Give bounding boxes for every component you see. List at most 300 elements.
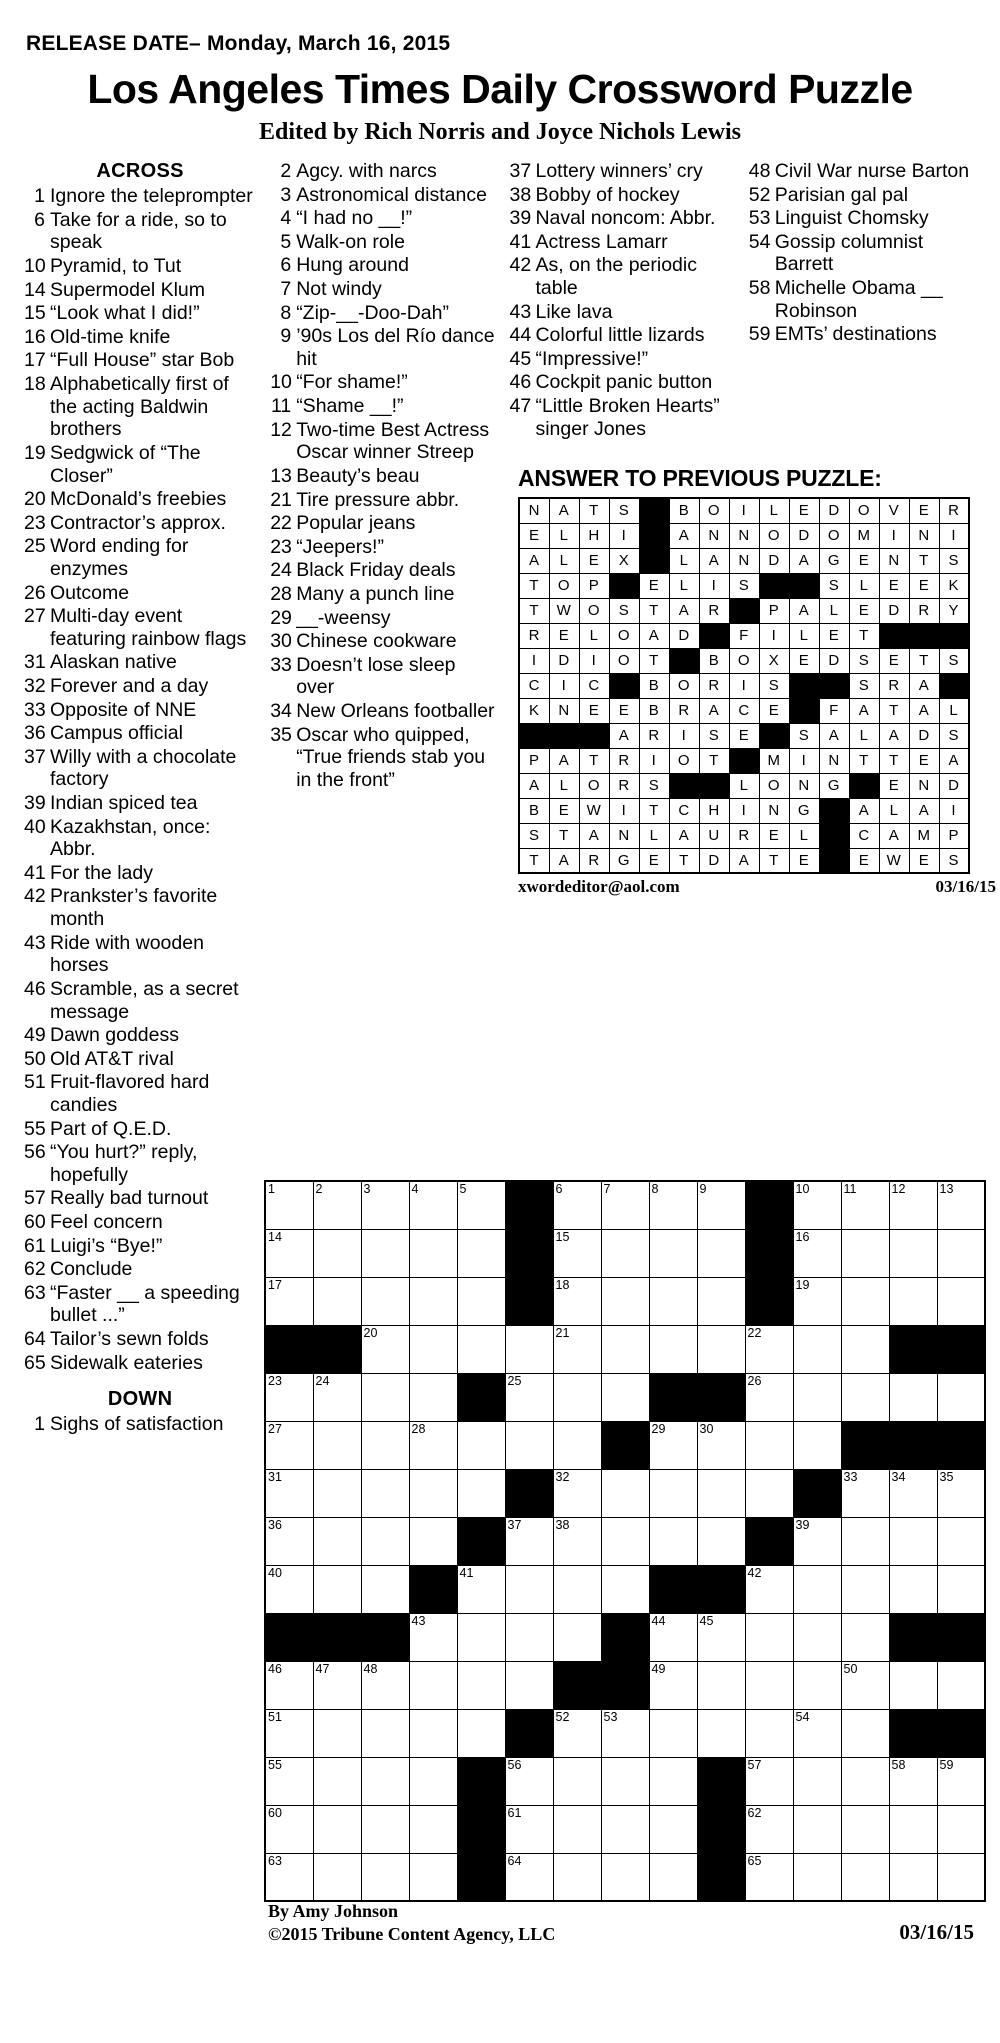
puzzle-cell[interactable]	[409, 1517, 457, 1565]
clue-down-12	[270, 419, 495, 464]
answer-letter-cell: E	[789, 848, 819, 873]
clue-number: 37	[509, 160, 532, 182]
answer-row	[519, 498, 969, 523]
puzzle-cell[interactable]	[553, 1613, 601, 1661]
puzzle-cell[interactable]	[793, 1709, 841, 1757]
clue-number: 8	[280, 301, 292, 324]
puzzle-row	[265, 1229, 985, 1277]
puzzle-cell[interactable]	[553, 1805, 601, 1853]
puzzle-cell[interactable]	[505, 1421, 553, 1469]
clue-number: 33	[270, 653, 292, 676]
puzzle-cell[interactable]	[265, 1853, 313, 1901]
puzzle-cell[interactable]	[265, 1277, 313, 1325]
puzzle-cell[interactable]	[745, 1853, 793, 1901]
puzzle-cell[interactable]	[553, 1229, 601, 1277]
answer-block-cell	[909, 623, 939, 648]
puzzle-cell[interactable]	[889, 1565, 937, 1613]
puzzle-cell[interactable]	[889, 1277, 937, 1325]
puzzle-cell[interactable]	[361, 1325, 409, 1373]
puzzle-cell[interactable]	[793, 1325, 841, 1373]
puzzle-cell[interactable]	[649, 1661, 697, 1709]
answer-letter-cell: O	[669, 748, 699, 773]
puzzle-cell[interactable]	[313, 1661, 361, 1709]
puzzle-cell[interactable]	[313, 1373, 361, 1421]
answer-letter-cell: E	[849, 598, 879, 623]
puzzle-cell[interactable]	[841, 1757, 889, 1805]
puzzle-cell[interactable]	[457, 1325, 505, 1373]
puzzle-cell[interactable]	[361, 1757, 409, 1805]
puzzle-cell[interactable]	[601, 1517, 649, 1565]
clue-number: 1	[34, 185, 45, 208]
puzzle-cell[interactable]	[409, 1709, 457, 1757]
answer-letter-cell: T	[879, 748, 909, 773]
answer-row	[519, 598, 969, 623]
answer-letter-cell: S	[939, 548, 969, 573]
answer-letter-cell: B	[519, 798, 549, 823]
clue-down-59	[749, 323, 976, 346]
answer-block-cell	[579, 723, 609, 748]
puzzle-cell[interactable]	[313, 1565, 361, 1613]
puzzle-cell[interactable]	[409, 1325, 457, 1373]
answer-letter-cell: W	[549, 598, 579, 623]
answer-letter-cell: N	[699, 523, 729, 548]
clue-number: 15	[24, 302, 46, 325]
puzzle-cell[interactable]	[793, 1517, 841, 1565]
puzzle-cell[interactable]	[553, 1709, 601, 1757]
puzzle-row	[265, 1709, 985, 1757]
answer-letter-cell: I	[609, 798, 639, 823]
clue-text: Cockpit panic button	[535, 371, 713, 394]
puzzle-cell[interactable]	[409, 1277, 457, 1325]
puzzle-cell[interactable]	[793, 1757, 841, 1805]
puzzle-cell[interactable]	[361, 1805, 409, 1853]
puzzle-cell[interactable]	[553, 1757, 601, 1805]
puzzle-cell[interactable]	[649, 1229, 697, 1277]
puzzle-cell[interactable]	[505, 1613, 553, 1661]
answer-letter-cell: G	[819, 548, 849, 573]
puzzle-cell[interactable]	[889, 1757, 937, 1805]
clue-text: Pyramid, to Tut	[50, 255, 182, 278]
answer-letter-cell: E	[549, 798, 579, 823]
puzzle-cell[interactable]	[313, 1421, 361, 1469]
puzzle-cell[interactable]	[409, 1373, 457, 1421]
puzzle-cell[interactable]	[841, 1565, 889, 1613]
puzzle-cell[interactable]	[313, 1805, 361, 1853]
puzzle-cell[interactable]	[697, 1613, 745, 1661]
answer-letter-cell: A	[669, 823, 699, 848]
answer-letter-cell: W	[579, 798, 609, 823]
puzzle-cell[interactable]	[505, 1325, 553, 1373]
puzzle-cell[interactable]	[889, 1517, 937, 1565]
puzzle-cell[interactable]	[505, 1517, 553, 1565]
puzzle-cell[interactable]	[793, 1853, 841, 1901]
puzzle-cell[interactable]	[889, 1661, 937, 1709]
puzzle-cell[interactable]	[937, 1661, 985, 1709]
puzzle-cell[interactable]	[697, 1517, 745, 1565]
puzzle-cell[interactable]	[697, 1661, 745, 1709]
answer-row	[519, 548, 969, 573]
puzzle-cell[interactable]	[745, 1325, 793, 1373]
puzzle-cell[interactable]	[361, 1469, 409, 1517]
puzzle-block-cell	[745, 1181, 793, 1229]
answer-letter-cell: S	[729, 573, 759, 598]
clue-across-65	[24, 1352, 256, 1375]
puzzle-cell[interactable]	[745, 1709, 793, 1757]
clue-number: 48	[748, 160, 771, 182]
puzzle-cell[interactable]	[361, 1181, 409, 1229]
puzzle-cell[interactable]	[265, 1805, 313, 1853]
puzzle-cell[interactable]	[265, 1661, 313, 1709]
puzzle-cell[interactable]	[409, 1661, 457, 1709]
puzzle-cell[interactable]	[361, 1421, 409, 1469]
puzzle-cell[interactable]	[601, 1565, 649, 1613]
puzzle-cell-number: 58	[891, 1757, 906, 1772]
puzzle-cell[interactable]	[409, 1421, 457, 1469]
puzzle-cell[interactable]	[745, 1373, 793, 1421]
answer-block-cell	[729, 598, 759, 623]
clue-number: 41	[24, 861, 46, 884]
puzzle-cell[interactable]	[457, 1469, 505, 1517]
puzzle-cell[interactable]	[793, 1373, 841, 1421]
puzzle-cell[interactable]	[649, 1853, 697, 1901]
puzzle-cell[interactable]	[313, 1277, 361, 1325]
puzzle-grid[interactable]	[264, 1180, 986, 1902]
answer-letter-cell: I	[729, 673, 759, 698]
puzzle-cell[interactable]	[649, 1421, 697, 1469]
answer-letter-cell: S	[819, 573, 849, 598]
clue-down-11	[270, 395, 495, 418]
clue-down-2	[270, 160, 495, 183]
puzzle-cell[interactable]	[553, 1565, 601, 1613]
puzzle-cell-number: 56	[507, 1757, 522, 1772]
puzzle-block-cell	[889, 1709, 937, 1757]
puzzle-cell[interactable]	[889, 1373, 937, 1421]
answer-letter-cell: B	[699, 648, 729, 673]
puzzle-cell[interactable]	[361, 1517, 409, 1565]
puzzle-cell[interactable]	[601, 1373, 649, 1421]
clue-number: 29	[270, 606, 292, 629]
puzzle-cell[interactable]	[793, 1565, 841, 1613]
puzzle-cell[interactable]	[745, 1613, 793, 1661]
puzzle-block-cell	[937, 1325, 985, 1373]
puzzle-cell[interactable]	[793, 1181, 841, 1229]
puzzle-cell[interactable]	[601, 1325, 649, 1373]
puzzle-cell[interactable]	[409, 1853, 457, 1901]
puzzle-cell[interactable]	[361, 1277, 409, 1325]
puzzle-cell[interactable]	[313, 1517, 361, 1565]
puzzle-cell[interactable]	[313, 1229, 361, 1277]
puzzle-cell[interactable]	[601, 1853, 649, 1901]
puzzle-cell[interactable]	[937, 1517, 985, 1565]
puzzle-cell[interactable]	[841, 1325, 889, 1373]
puzzle-cell[interactable]	[937, 1565, 985, 1613]
clue-text: Forever and a day	[50, 674, 209, 697]
answer-letter-cell: S	[699, 723, 729, 748]
clue-number: 30	[270, 630, 292, 653]
clue-down-4	[270, 207, 495, 230]
clue-number: 9	[280, 325, 292, 348]
answer-letter-cell: F	[819, 698, 849, 723]
puzzle-cell[interactable]	[505, 1757, 553, 1805]
clue-text: Conclude	[50, 1258, 133, 1281]
puzzle-cell[interactable]	[649, 1277, 697, 1325]
puzzle-cell[interactable]	[553, 1373, 601, 1421]
answer-row	[519, 823, 969, 848]
puzzle-cell[interactable]	[793, 1277, 841, 1325]
puzzle-cell[interactable]	[649, 1469, 697, 1517]
puzzle-cell[interactable]	[937, 1373, 985, 1421]
puzzle-cell[interactable]	[457, 1181, 505, 1229]
puzzle-cell[interactable]	[361, 1565, 409, 1613]
puzzle-cell[interactable]	[313, 1181, 361, 1229]
puzzle-cell[interactable]	[553, 1181, 601, 1229]
answer-letter-cell: E	[909, 498, 939, 523]
puzzle-cell[interactable]	[505, 1805, 553, 1853]
puzzle-cell[interactable]	[409, 1229, 457, 1277]
clue-text: Ignore the teleprompter	[50, 185, 253, 208]
puzzle-cell[interactable]	[841, 1373, 889, 1421]
answer-letter-cell: D	[759, 548, 789, 573]
puzzle-cell[interactable]	[697, 1277, 745, 1325]
answer-row	[519, 798, 969, 823]
puzzle-cell[interactable]	[457, 1709, 505, 1757]
puzzle-cell[interactable]	[457, 1421, 505, 1469]
clue-number: 22	[270, 512, 292, 535]
puzzle-cell[interactable]	[505, 1565, 553, 1613]
puzzle-cell[interactable]	[601, 1757, 649, 1805]
puzzle-cell[interactable]	[841, 1853, 889, 1901]
answer-letter-cell: P	[579, 573, 609, 598]
clue-number: 63	[24, 1281, 46, 1304]
clue-text: Oscar who quipped, “True friends stab you in the front”	[296, 723, 486, 791]
puzzle-cell[interactable]	[601, 1277, 649, 1325]
puzzle-cell[interactable]	[601, 1805, 649, 1853]
puzzle-cell[interactable]	[937, 1469, 985, 1517]
puzzle-cell[interactable]	[841, 1613, 889, 1661]
puzzle-cell[interactable]	[457, 1229, 505, 1277]
puzzle-cell[interactable]	[937, 1277, 985, 1325]
clue-down-37	[509, 160, 734, 183]
puzzle-cell[interactable]	[793, 1229, 841, 1277]
puzzle-cell[interactable]	[409, 1757, 457, 1805]
answer-letter-cell: E	[519, 523, 549, 548]
answer-letter-cell: M	[849, 523, 879, 548]
puzzle-cell[interactable]	[265, 1229, 313, 1277]
puzzle-cell[interactable]	[361, 1709, 409, 1757]
puzzle-cell[interactable]	[457, 1661, 505, 1709]
puzzle-cell[interactable]	[697, 1181, 745, 1229]
puzzle-cell[interactable]	[841, 1469, 889, 1517]
puzzle-cell[interactable]	[745, 1565, 793, 1613]
column-one	[24, 160, 256, 1437]
puzzle-cell[interactable]	[649, 1757, 697, 1805]
clue-across-20	[24, 488, 256, 511]
answer-letter-cell: A	[699, 698, 729, 723]
puzzle-cell[interactable]	[601, 1469, 649, 1517]
puzzle-cell[interactable]	[313, 1469, 361, 1517]
puzzle-cell[interactable]	[697, 1709, 745, 1757]
puzzle-cell[interactable]	[409, 1181, 457, 1229]
puzzle-cell[interactable]	[313, 1709, 361, 1757]
answer-letter-cell: T	[699, 748, 729, 773]
puzzle-cell[interactable]	[553, 1277, 601, 1325]
puzzle-block-cell	[937, 1613, 985, 1661]
puzzle-cell[interactable]	[265, 1373, 313, 1421]
puzzle-cell[interactable]	[553, 1469, 601, 1517]
puzzle-cell[interactable]	[889, 1469, 937, 1517]
answer-letter-cell: O	[669, 673, 699, 698]
puzzle-cell[interactable]	[265, 1469, 313, 1517]
puzzle-cell[interactable]	[361, 1229, 409, 1277]
clue-number: 46	[24, 977, 46, 1000]
puzzle-cell[interactable]	[265, 1517, 313, 1565]
puzzle-cell[interactable]	[649, 1613, 697, 1661]
puzzle-cell-number: 18	[555, 1277, 570, 1292]
puzzle-cell[interactable]	[937, 1805, 985, 1853]
clue-number: 43	[509, 300, 532, 323]
puzzle-cell[interactable]	[841, 1181, 889, 1229]
answer-block-cell	[759, 723, 789, 748]
clue-number: 4	[280, 207, 292, 230]
puzzle-cell[interactable]	[841, 1805, 889, 1853]
puzzle-cell[interactable]	[265, 1181, 313, 1229]
puzzle-cell-number: 22	[747, 1325, 762, 1340]
puzzle-cell[interactable]	[745, 1661, 793, 1709]
answer-letter-cell: L	[729, 773, 759, 798]
puzzle-cell[interactable]	[505, 1661, 553, 1709]
puzzle-cell[interactable]	[265, 1709, 313, 1757]
puzzle-cell[interactable]	[553, 1421, 601, 1469]
puzzle-cell[interactable]	[841, 1229, 889, 1277]
clue-number: 47	[509, 395, 532, 418]
puzzle-cell[interactable]	[793, 1421, 841, 1469]
answer-letter-cell: C	[669, 798, 699, 823]
answer-letter-cell: T	[519, 573, 549, 598]
puzzle-row	[265, 1325, 985, 1373]
puzzle-cell[interactable]	[409, 1805, 457, 1853]
puzzle-cell[interactable]	[265, 1565, 313, 1613]
editor-email[interactable]: xwordeditor@aol.com	[518, 877, 680, 896]
puzzle-cell[interactable]	[649, 1517, 697, 1565]
puzzle-cell[interactable]	[841, 1709, 889, 1757]
answer-block-cell	[789, 573, 819, 598]
puzzle-cell[interactable]	[937, 1229, 985, 1277]
puzzle-cell[interactable]	[745, 1757, 793, 1805]
clue-text: Hung around	[296, 254, 409, 277]
puzzle-cell[interactable]	[457, 1277, 505, 1325]
puzzle-cell[interactable]	[649, 1709, 697, 1757]
clue-number: 39	[24, 792, 46, 815]
puzzle-cell[interactable]	[697, 1421, 745, 1469]
answer-letter-cell: D	[789, 523, 819, 548]
clue-text: Popular jeans	[296, 512, 416, 535]
puzzle-cell[interactable]	[505, 1373, 553, 1421]
answer-row	[519, 698, 969, 723]
answer-letter-cell: L	[669, 548, 699, 573]
puzzle-cell[interactable]	[937, 1757, 985, 1805]
clue-number: 6	[280, 254, 292, 277]
clue-text: Michelle Obama __ Robinson	[774, 277, 943, 322]
puzzle-cell[interactable]	[601, 1181, 649, 1229]
puzzle-cell[interactable]	[409, 1469, 457, 1517]
puzzle-cell[interactable]	[793, 1661, 841, 1709]
puzzle-cell[interactable]	[649, 1325, 697, 1373]
puzzle-cell[interactable]	[841, 1277, 889, 1325]
answer-letter-cell: R	[729, 823, 759, 848]
answer-letter-cell: O	[849, 498, 879, 523]
puzzle-cell[interactable]	[361, 1661, 409, 1709]
clue-across-36	[24, 722, 256, 745]
puzzle-cell[interactable]	[793, 1805, 841, 1853]
puzzle-cell[interactable]	[457, 1565, 505, 1613]
puzzle-cell[interactable]	[889, 1853, 937, 1901]
puzzle-cell[interactable]	[745, 1805, 793, 1853]
puzzle-cell[interactable]	[697, 1229, 745, 1277]
answer-block-cell	[639, 523, 669, 548]
puzzle-cell[interactable]	[313, 1853, 361, 1901]
answer-letter-cell: R	[699, 673, 729, 698]
puzzle-cell[interactable]	[889, 1181, 937, 1229]
puzzle-cell-number: 20	[363, 1325, 378, 1340]
puzzle-cell[interactable]	[745, 1469, 793, 1517]
clue-across-57	[24, 1187, 256, 1210]
puzzle-cell[interactable]	[553, 1325, 601, 1373]
puzzle-cell[interactable]	[889, 1805, 937, 1853]
puzzle-cell[interactable]	[697, 1469, 745, 1517]
puzzle-cell[interactable]	[793, 1613, 841, 1661]
answer-letter-cell: F	[729, 623, 759, 648]
puzzle-cell[interactable]	[505, 1853, 553, 1901]
puzzle-cell[interactable]	[313, 1757, 361, 1805]
puzzle-cell[interactable]	[265, 1757, 313, 1805]
puzzle-cell[interactable]	[649, 1805, 697, 1853]
puzzle-cell[interactable]	[265, 1421, 313, 1469]
puzzle-cell[interactable]	[457, 1613, 505, 1661]
puzzle-cell[interactable]	[601, 1229, 649, 1277]
clue-number: 23	[270, 535, 292, 558]
puzzle-cell[interactable]	[841, 1517, 889, 1565]
puzzle-cell[interactable]	[649, 1181, 697, 1229]
puzzle-cell[interactable]	[409, 1613, 457, 1661]
puzzle-cell[interactable]	[745, 1421, 793, 1469]
puzzle-cell-number: 57	[747, 1757, 762, 1772]
puzzle-cell-number: 6	[555, 1182, 563, 1196]
answer-letter-cell: I	[879, 523, 909, 548]
clue-text: Luigi’s “Bye!”	[50, 1234, 163, 1257]
clue-number: 50	[24, 1047, 46, 1070]
clue-text: Sidewalk eateries	[50, 1351, 203, 1374]
answer-row	[519, 573, 969, 598]
puzzle-cell[interactable]	[889, 1229, 937, 1277]
puzzle-cell[interactable]	[553, 1517, 601, 1565]
puzzle-cell[interactable]	[553, 1853, 601, 1901]
answer-letter-cell: L	[759, 498, 789, 523]
puzzle-cell[interactable]	[601, 1709, 649, 1757]
clue-down-6	[270, 254, 495, 277]
puzzle-cell[interactable]	[361, 1373, 409, 1421]
answer-letter-cell: E	[759, 698, 789, 723]
puzzle-cell[interactable]	[697, 1325, 745, 1373]
puzzle-cell[interactable]	[937, 1853, 985, 1901]
clue-across-16	[24, 326, 256, 349]
puzzle-cell[interactable]	[841, 1661, 889, 1709]
puzzle-cell[interactable]	[937, 1181, 985, 1229]
puzzle-cell[interactable]	[361, 1853, 409, 1901]
clue-text: McDonald’s freebies	[50, 488, 227, 511]
clue-number: 13	[270, 464, 292, 487]
clue-down-42	[509, 254, 734, 299]
answer-row	[519, 848, 969, 873]
